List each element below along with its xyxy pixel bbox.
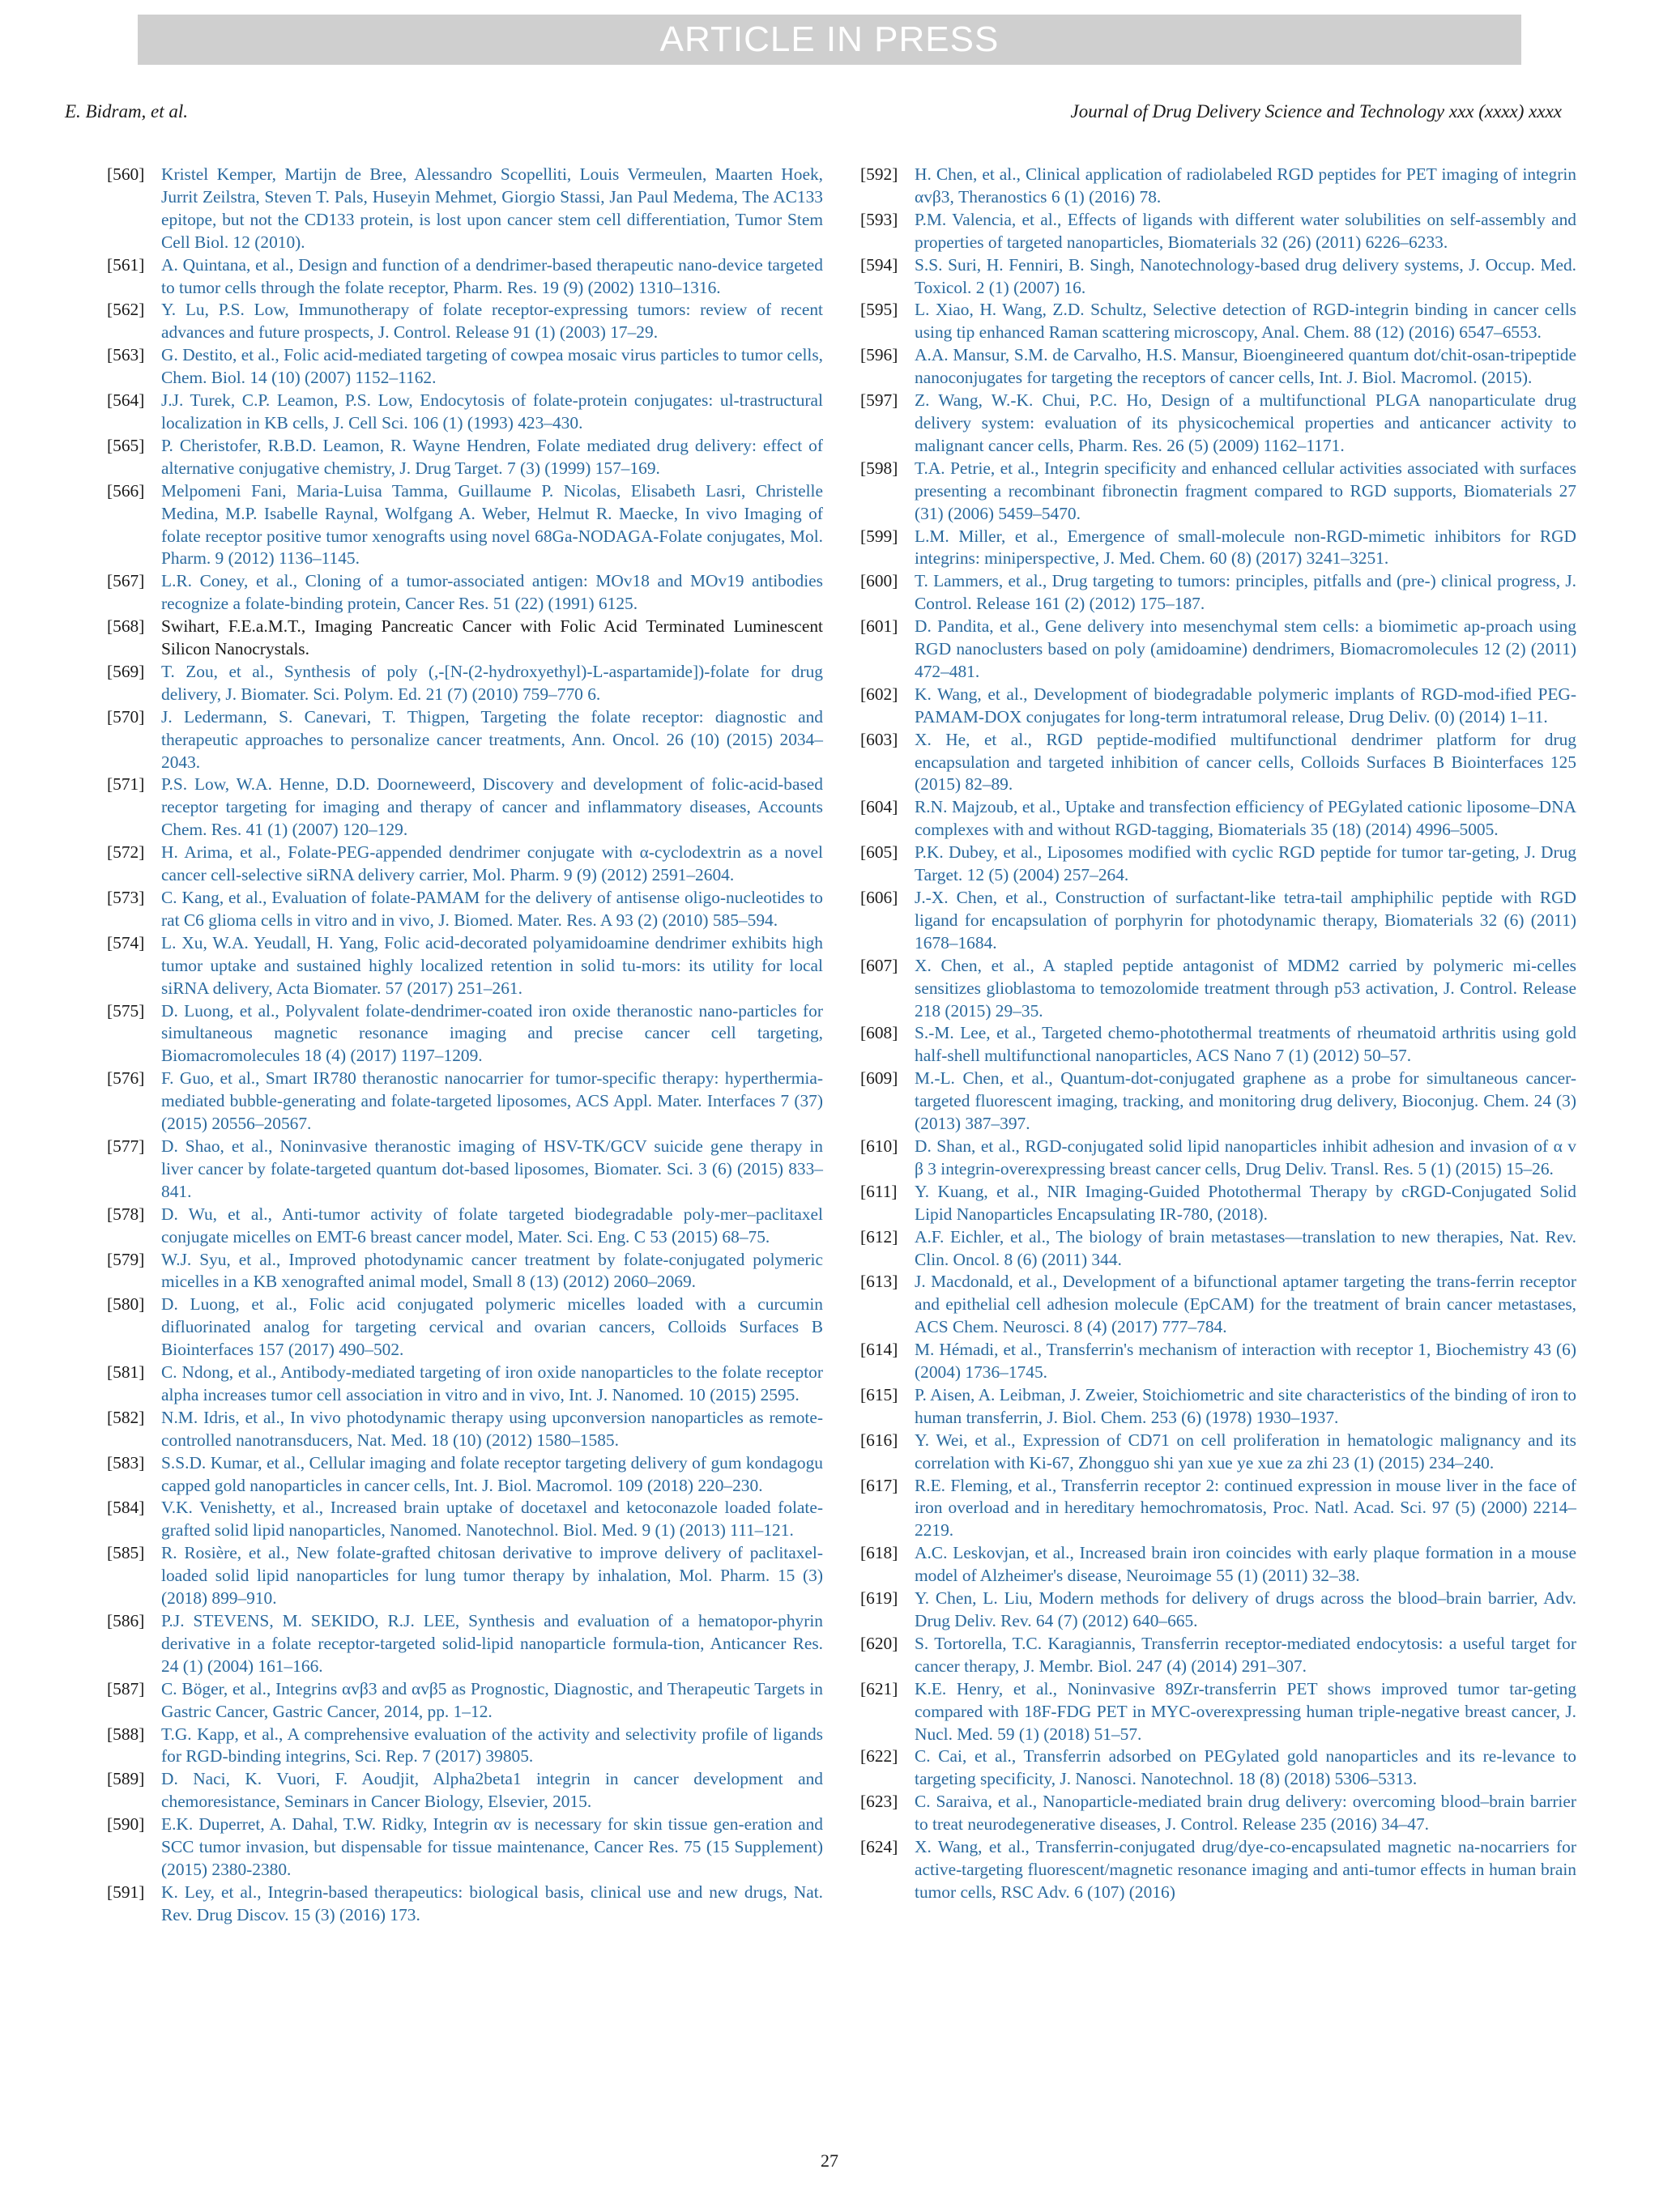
page-number: 27 <box>821 2150 838 2171</box>
reference-link[interactable]: C. Böger, et al., Integrins αvβ3 and αvβ5 as Prognostic, Diagnostic, and Therapeutic Targets in Gastric Cancer, Gastric Cancer, 2014, pp. 1–12. <box>161 1678 823 1721</box>
reference-link[interactable]: S. Tortorella, T.C. Karagiannis, Transferrin receptor-mediated endocytosis: a useful target for cancer therapy, J. Membr. Biol. 247 (4) (2014) 291–307. <box>915 1633 1576 1676</box>
reference-link[interactable]: L. Xiao, H. Wang, Z.D. Schultz, Selective detection of RGD-integrin binding in cancer cells using tip enhanced Raman scattering microscopy, Anal. Chem. 88 (12) (2016) 6547–6553. <box>915 300 1576 343</box>
reference-link[interactable]: P. Cheristofer, R.B.D. Leamon, R. Wayne Hendren, Folate mediated drug delivery: effect of alternative conjugative chemistry, J. Drug Target. 7 (3) (1999) 157–169. <box>161 435 823 478</box>
reference-link[interactable]: L.M. Miller, et al., Emergence of small-molecule non-RGD-mimetic inhibitors for RGD integrins: miniperspective, J. Med. Chem. 60 (8) (2017) 3241–3251. <box>915 526 1576 569</box>
reference-item <box>107 1497 823 1542</box>
reference-item <box>107 1452 823 1498</box>
reference-link[interactable]: Z. Wang, W.-K. Chui, P.C. Ho, Design of a multifunctional PLGA nanoparticulate drug delivery system: evaluation of its physicochemical properties and anticancer activity to malignant cancer cells, Pharm. Res. 26 (5) (2009) 1162–1171. <box>915 390 1576 455</box>
reference-item <box>107 1813 823 1882</box>
reference-item <box>860 164 1576 209</box>
reference-link[interactable]: T. Zou, et al., Synthesis of poly (,-[N-(2-hydroxyethyl)-L-aspartamide])-folate for drug delivery, J. Biomater. Sci. Polym. Ed. 21 (7) (2010) 759–770 6. <box>161 661 823 704</box>
reference-item <box>107 1542 823 1610</box>
reference-item <box>860 1068 1576 1136</box>
reference-item <box>107 661 823 706</box>
reference-item <box>107 1768 823 1813</box>
reference-number: [615] <box>860 1384 898 1404</box>
reference-number: [593] <box>860 209 898 229</box>
reference-number: [604] <box>860 797 898 817</box>
reference-text: Swihart, F.E.a.M.T., Imaging Pancreatic Cancer with Folic Acid Terminated Luminescent Silicon Nanocrystals. <box>161 616 823 659</box>
reference-number: [595] <box>860 300 898 320</box>
reference-link[interactable]: E.K. Duperret, A. Dahal, T.W. Ridky, Integrin αv is necessary for skin tissue gen-eration and SCC tumor invasion, but dispensable for tissue maintenance, Cancer Res. 75 (15 Supplement) (2015) 2380-2380. <box>161 1814 823 1879</box>
reference-item <box>860 526 1576 571</box>
reference-number: [605] <box>860 842 898 863</box>
reference-link[interactable]: T.G. Kapp, et al., A comprehensive evaluation of the activity and selectivity profile of ligands for RGD-binding integrins, Sci. Rep. 7 (2017) 39805. <box>161 1724 823 1767</box>
reference-link[interactable]: L.R. Coney, et al., Cloning of a tumor-associated antigen: MOv18 and MOv19 antibodies recognize a folate-binding protein, Cancer Res. 51 (22) (1991) 6125. <box>161 571 823 614</box>
reference-item <box>107 1068 823 1136</box>
reference-item <box>107 480 823 571</box>
reference-link[interactable]: J.J. Turek, C.P. Leamon, P.S. Low, Endocytosis of folate-protein conjugates: ul-trastructural localization in KB cells, J. Cell Sci. 106 (1) (1993) 423–430. <box>161 390 823 433</box>
header-journal: Journal of Drug Delivery Science and Technology xxx (xxxx) xxxx <box>1070 101 1562 121</box>
reference-number: [618] <box>860 1543 898 1563</box>
reference-number: [577] <box>107 1136 145 1156</box>
reference-item <box>860 729 1576 797</box>
reference-number: [602] <box>860 684 898 704</box>
reference-number: [609] <box>860 1068 898 1089</box>
reference-item <box>860 299 1576 344</box>
reference-number: [565] <box>107 435 145 455</box>
reference-link[interactable]: N.M. Idris, et al., In vivo photodynamic therapy using upconversion nanoparticles as remote-controlled nanotransducers, Nat. Med. 18 (10) (2012) 1580–1585. <box>161 1407 823 1450</box>
reference-item <box>107 1249 823 1294</box>
reference-link[interactable]: F. Guo, et al., Smart IR780 theranostic nanocarrier for tumor-specific therapy: hyperthermia-mediated bubble-generating and folate-targeted liposomes, ACS Appl. Mater. Interfaces 7 (37) (2015) 20556–20567. <box>161 1068 823 1134</box>
reference-link[interactable]: R.N. Majzoub, et al., Uptake and transfection efficiency of PEGylated cationic liposome–DNA complexes with and without RGD-tagging, Biomaterials 35 (18) (2014) 4996–5005. <box>915 797 1576 840</box>
references-right-column <box>860 164 1576 1904</box>
reference-link[interactable]: A. Quintana, et al., Design and function of a dendrimer-based therapeutic nano-device targeted to tumor cells through the folate receptor, Pharm. Res. 19 (9) (2002) 1310–1316. <box>161 254 823 297</box>
reference-number: [623] <box>860 1792 898 1812</box>
reference-number: [617] <box>860 1475 898 1495</box>
reference-item <box>860 1181 1576 1226</box>
reference-link[interactable]: D. Naci, K. Vuori, F. Aoudjit, Alpha2beta1 integrin in cancer development and chemoresistance, Seminars in Cancer Biology, Elsevier, 2015. <box>161 1769 823 1812</box>
reference-link[interactable]: J. Ledermann, S. Canevari, T. Thigpen, Targeting the folate receptor: diagnostic and therapeutic approaches to personalize cancer treatments, Ann. Oncol. 26 (10) (2015) 2034–2043. <box>161 706 823 772</box>
reference-link[interactable]: Melpomeni Fani, Maria-Luisa Tamma, Guillaume P. Nicolas, Elisabeth Lasri, Christelle Medina, M.P. Isabelle Raynal, Wolfgang A. Weber, Helmut R. Maecke, In vivo Imaging of folate receptor positive tumor xenografts using novel 68Ga-NODAGA-Folate conjugates, Mol. Pharm. 9 (2012) 1136–1145. <box>161 480 823 569</box>
reference-link[interactable]: V.K. Venishetty, et al., Increased brain uptake of docetaxel and ketoconazole loaded folate-grafted solid lipid nanoparticles, Nanomed. Nanotechnol. Biol. Med. 9 (1) (2013) 111–121. <box>161 1498 823 1541</box>
reference-item <box>860 887 1576 955</box>
reference-number: [566] <box>107 480 145 501</box>
reference-item <box>860 458 1576 526</box>
reference-number: [582] <box>107 1407 145 1427</box>
reference-number: [563] <box>107 345 145 365</box>
reference-item <box>107 344 823 390</box>
reference-link[interactable]: Y. Chen, L. Liu, Modern methods for delivery of drugs across the blood–brain barrier, Adv. Drug Deliv. Rev. 64 (7) (2012) 640–665. <box>915 1588 1576 1630</box>
reference-link[interactable]: M. Hémadi, et al., Transferrin's mechanism of interaction with receptor 1, Biochemistry 43 (6) (2004) 1736–1745. <box>915 1340 1576 1383</box>
reference-link[interactable]: S.S. Suri, H. Fenniri, B. Singh, Nanotechnology-based drug delivery systems, J. Occup. Med. Toxicol. 2 (1) (2007) 16. <box>915 254 1576 297</box>
reference-link[interactable]: K.E. Henry, et al., Noninvasive 89Zr-transferrin PET shows improved tumor tar-geting compared with 18F-FDG PET in MYC-overexpressing human triple-negative breast cancer, J. Nucl. Med. 59 (1) (2018) 51–57. <box>915 1678 1576 1744</box>
reference-item <box>107 1000 823 1068</box>
reference-item <box>860 344 1576 390</box>
reference-item <box>107 164 823 254</box>
reference-number: [592] <box>860 164 898 184</box>
reference-link[interactable]: D. Luong, et al., Polyvalent folate-dendrimer-coated iron oxide theranostic nano-particles for simultaneous magnetic resonance imaging and precise cancer cell targeting, Biomacromolecules 18 (4) (2017) 1197–1209. <box>161 1000 823 1066</box>
reference-number: [597] <box>860 390 898 411</box>
reference-item <box>860 1542 1576 1588</box>
reference-link[interactable]: H. Chen, et al., Clinical application of radiolabeled RGD peptides for PET imaging of integrin αvβ3, Theranostics 6 (1) (2016) 78. <box>915 164 1576 207</box>
reference-number: [583] <box>107 1452 145 1473</box>
reference-number: [572] <box>107 842 145 863</box>
reference-item <box>860 1633 1576 1678</box>
reference-number: [607] <box>860 955 898 975</box>
reference-number: [588] <box>107 1724 145 1744</box>
reference-item <box>107 616 823 661</box>
reference-link[interactable]: S.S.D. Kumar, et al., Cellular imaging and folate receptor targeting delivery of gum kondagogu capped gold nanoparticles in cancer cells, Int. J. Biol. Macromol. 109 (2018) 220–230. <box>161 1452 823 1495</box>
reference-item <box>107 706 823 774</box>
reference-link[interactable]: Y. Lu, P.S. Low, Immunotherapy of folate receptor-expressing tumors: review of recent advances and future prospects, J. Control. Release 91 (1) (2003) 17–29. <box>161 300 823 343</box>
reference-link[interactable]: Y. Kuang, et al., NIR Imaging-Guided Photothermal Therapy by cRGD-Conjugated Solid Lipid Nanoparticles Encapsulating IR-780, (2018). <box>915 1181 1576 1224</box>
reference-item <box>860 1430 1576 1475</box>
reference-number: [571] <box>107 774 145 795</box>
reference-number: [606] <box>860 888 898 907</box>
reference-link[interactable]: D. Shao, et al., Noninvasive theranostic imaging of HSV-TK/GCV suicide gene therapy in liver cancer by folate-targeted quantum dot-based liposomes, Biomater. Sci. 3 (6) (2015) 833–841. <box>161 1136 823 1201</box>
reference-item <box>860 390 1576 458</box>
reference-item <box>860 1136 1576 1181</box>
references-left-column <box>107 164 823 1927</box>
article-in-press-banner: ARTICLE IN PRESS <box>138 15 1521 65</box>
reference-number: [567] <box>107 571 145 591</box>
reference-item <box>860 209 1576 254</box>
reference-link[interactable]: D. Shan, et al., RGD-conjugated solid lipid nanoparticles inhibit adhesion and invasion of α v β 3 integrin-overexpressing breast cancer cells, Drug Deliv. Transl. Res. 5 (1) (2015) 15–26. <box>915 1136 1576 1178</box>
reference-item <box>860 1836 1576 1904</box>
reference-item <box>107 1407 823 1452</box>
reference-link[interactable]: M.-L. Chen, et al., Quantum-dot-conjugated graphene as a probe for simultaneous cancer-targeted fluorescent imaging, tracking, and monitoring drug delivery, Bioconjug. Chem. 24 (3) (2013) 387–397. <box>915 1068 1576 1134</box>
reference-link[interactable]: P. Aisen, A. Leibman, J. Zweier, Stoichiometric and site characteristics of the binding of iron to human transferrin, J. Biol. Chem. 253 (6) (1978) 1930–1937. <box>915 1384 1576 1427</box>
reference-item <box>860 842 1576 887</box>
reference-number: [561] <box>107 254 145 275</box>
reference-number: [598] <box>860 458 898 478</box>
reference-number: [586] <box>107 1611 145 1630</box>
reference-link[interactable]: Kristel Kemper, Martijn de Bree, Alessandro Scopelliti, Louis Vermeulen, Maarten Hoek, Jurrit Zeilstra, Steven T. Pals, Huseyin Mehmet, Giorgio Stassi, Jan Paul Medema, The AC133 epitope, but not the CD133 protein, is lost upon cancer stem cell differentiation, Tumor Stem Cell Biol. 12 (2010). <box>161 164 823 252</box>
reference-number: [599] <box>860 526 898 546</box>
reference-link[interactable]: X. He, et al., RGD peptide-modified multifunctional dendrimer platform for drug encapsulation and targeted inhibition of cancer cells, Colloids Surfaces B Biointerfaces 125 (2015) 82–89. <box>915 729 1576 795</box>
reference-item <box>860 1588 1576 1633</box>
reference-item <box>860 254 1576 300</box>
reference-item <box>107 1362 823 1407</box>
reference-link[interactable]: S.-M. Lee, et al., Targeted chemo-photothermal treatments of rheumatoid arthritis using gold half-shell multifunctional nanoparticles, ACS Nano 7 (1) (2012) 50–57. <box>915 1023 1576 1066</box>
running-header <box>65 97 1562 126</box>
reference-number: [585] <box>107 1543 145 1563</box>
reference-number: [560] <box>107 164 145 184</box>
reference-link[interactable]: R.E. Fleming, et al., Transferrin receptor 2: continued expression in mouse liver in the face of iron overload and in hereditary hemochromatosis, Proc. Natl. Acad. Sci. 97 (5) (2000) 2214–2219. <box>915 1475 1576 1541</box>
reference-link[interactable]: L. Xu, W.A. Yeudall, H. Yang, Folic acid-decorated polyamidoamine dendrimer exhibits high tumor uptake and sustained highly localized retention in solid tu-mors: its utility for local siRNA delivery, Acta Biomater. 57 (2017) 251–261. <box>161 932 823 998</box>
reference-number: [620] <box>860 1633 898 1653</box>
reference-link[interactable]: G. Destito, et al., Folic acid-mediated targeting of cowpea mosaic virus particles to tumor cells, Chem. Biol. 14 (10) (2007) 1152–1162. <box>161 345 823 388</box>
reference-number: [601] <box>860 616 898 637</box>
reference-number: [584] <box>107 1498 145 1518</box>
reference-link[interactable]: P.M. Valencia, et al., Effects of ligands with different water solubilities on self-assembly and properties of targeted nanoparticles, Biomaterials 32 (26) (2011) 6226–6233. <box>915 209 1576 252</box>
reference-link[interactable]: A.A. Mansur, S.M. de Carvalho, H.S. Mansur, Bioengineered quantum dot/chit-osan-tripeptide nanoconjugates for targeting the receptors of cancer cells, Int. J. Biol. Macromol. (2015). <box>915 345 1576 388</box>
reference-link[interactable]: H. Arima, et al., Folate-PEG-appended dendrimer conjugate with α-cyclodextrin as a novel cancer cell-selective siRNA delivery carrier, Mol. Pharm. 9 (9) (2012) 2591–2604. <box>161 842 823 885</box>
reference-number: [587] <box>107 1678 145 1698</box>
reference-link[interactable]: K. Wang, et al., Development of biodegradable polymeric implants of RGD-mod-ified PEG-PAMAM-DOX conjugates for long-term intratumoral release, Drug Deliv. (0) (2014) 1–11. <box>915 684 1576 727</box>
reference-item <box>107 254 823 300</box>
reference-link[interactable]: D. Wu, et al., Anti-tumor activity of folate targeted biodegradable poly-mer–paclitaxel conjugate micelles on EMT-6 breast cancer model, Mater. Sci. Eng. C 53 (2015) 68–75. <box>161 1204 823 1247</box>
reference-number: [624] <box>860 1837 898 1857</box>
reference-item <box>107 842 823 887</box>
reference-number: [603] <box>860 729 898 749</box>
reference-link[interactable]: C. Kang, et al., Evaluation of folate-PAMAM for the delivery of antisense oligo-nucleotides to rat C6 glioma cells in vitro and in vivo, J. Biomed. Mater. Res. A 93 (2) (2010) 585–594. <box>161 888 823 930</box>
reference-link[interactable]: D. Pandita, et al., Gene delivery into mesenchymal stem cells: a biomimetic ap-proach using RGD nanoclusters based on poly (amidoamine) dendrimers, Biomacromolecules 12 (2) (2011) 472–481. <box>915 616 1576 681</box>
reference-number: [611] <box>860 1181 898 1201</box>
reference-number: [616] <box>860 1430 898 1450</box>
reference-item <box>860 796 1576 842</box>
reference-number: [575] <box>107 1000 145 1021</box>
reference-number: [564] <box>107 390 145 411</box>
reference-number: [614] <box>860 1340 898 1360</box>
reference-number: [573] <box>107 888 145 907</box>
header-authors: E. Bidram, et al. <box>65 101 189 121</box>
reference-link[interactable]: T.A. Petrie, et al., Integrin specificity and enhanced cellular activities associated with surfaces presenting a recombinant fibronectin fragment compared to RGD supports, Biomaterials 27 (31) (2006) 5459–5470. <box>915 458 1576 523</box>
reference-item <box>107 1882 823 1927</box>
reference-item <box>107 299 823 344</box>
reference-item <box>107 1678 823 1724</box>
reference-item <box>860 955 1576 1023</box>
reference-link[interactable]: X. Wang, et al., Transferrin-conjugated drug/dye-co-encapsulated magnetic na-nocarriers for active-targeting fluorescent/magnetic resonance imaging and anti-tumor effects in human brain tumor cells, RSC Adv. 6 (107) (2016) <box>915 1837 1576 1902</box>
reference-item <box>860 1339 1576 1384</box>
reference-link[interactable]: J. Macdonald, et al., Development of a bifunctional aptamer targeting the trans-ferrin receptor and epithelial cell adhesion molecule (EpCAM) for the treatment of brain cancer metastases, ACS Chem. Neurosci. 8 (4) (2017) 777–784. <box>915 1272 1576 1337</box>
reference-item <box>107 435 823 480</box>
reference-link[interactable]: K. Ley, et al., Integrin-based therapeutics: biological basis, clinical use and new drugs, Nat. Rev. Drug Discov. 15 (3) (2016) 173. <box>161 1882 823 1924</box>
reference-item <box>860 1384 1576 1430</box>
reference-link[interactable]: J.-X. Chen, et al., Construction of surfactant-like tetra-tail amphiphilic peptide with RGD ligand for encapsulation of porphyrin for photodynamic therapy, Biomaterials 32 (6) (2011) 1678–1684. <box>915 888 1576 953</box>
reference-link[interactable]: C. Cai, et al., Transferrin adsorbed on PEGylated gold nanoparticles and its re-levance to targeting specificity, J. Nanosci. Nanotechnol. 18 (8) (2018) 5306–5313. <box>915 1746 1576 1789</box>
reference-item <box>860 1271 1576 1339</box>
reference-number: [622] <box>860 1746 898 1767</box>
reference-number: [590] <box>107 1814 145 1835</box>
reference-link[interactable]: P.K. Dubey, et al., Liposomes modified with cyclic RGD peptide for tumor tar-geting, J. Drug Target. 12 (5) (2004) 257–264. <box>915 842 1576 885</box>
reference-number: [569] <box>107 661 145 681</box>
reference-item <box>860 1022 1576 1068</box>
reference-number: [596] <box>860 345 898 365</box>
reference-number: [570] <box>107 706 145 727</box>
reference-link[interactable]: A.F. Eichler, et al., The biology of brain metastases—translation to new therapies, Nat. Rev. Clin. Oncol. 8 (6) (2011) 344. <box>915 1226 1576 1269</box>
reference-item <box>860 616 1576 684</box>
reference-item <box>107 1610 823 1678</box>
reference-link[interactable]: Y. Wei, et al., Expression of CD71 on cell proliferation in hematologic malignancy and its correlation with Ki-67, Zhongguo shi yan xue ye xue za zhi 23 (1) (2015) 234–240. <box>915 1430 1576 1473</box>
reference-number: [581] <box>107 1362 145 1383</box>
reference-item <box>860 1678 1576 1746</box>
reference-item <box>107 1204 823 1249</box>
reference-item <box>860 1791 1576 1836</box>
reference-number: [619] <box>860 1588 898 1609</box>
reference-number: [613] <box>860 1272 898 1292</box>
reference-link[interactable]: T. Lammers, et al., Drug targeting to tumors: principles, pitfalls and (pre-) clinical progress, J. Control. Release 161 (2) (2012) 175–187. <box>915 571 1576 614</box>
reference-item <box>107 1294 823 1362</box>
reference-link[interactable]: A.C. Leskovjan, et al., Increased brain iron coincides with early plaque formation in a mouse model of Alzheimer's disease, Neuroimage 55 (1) (2011) 32–38. <box>915 1543 1576 1586</box>
reference-number: [576] <box>107 1068 145 1089</box>
reference-number: [621] <box>860 1678 898 1698</box>
reference-item <box>107 774 823 842</box>
reference-item <box>107 1136 823 1204</box>
reference-link[interactable]: R. Rosière, et al., New folate-grafted chitosan derivative to improve delivery of paclitaxel-loaded solid lipid nanoparticles for lung tumor therapy by inhalation, Mol. Pharm. 15 (3) (2018) 899–910. <box>161 1543 823 1609</box>
reference-number: [600] <box>860 571 898 591</box>
reference-item <box>860 1226 1576 1272</box>
reference-number: [591] <box>107 1882 145 1902</box>
reference-number: [579] <box>107 1249 145 1269</box>
reference-number: [580] <box>107 1294 145 1315</box>
reference-number: [610] <box>860 1136 898 1156</box>
reference-link[interactable]: C. Ndong, et al., Antibody-mediated targeting of iron oxide nanoparticles to the folate receptor alpha increases tumor cell association in vitro and in vivo, Int. J. Nanomed. 10 (2015) 2595. <box>161 1362 823 1404</box>
reference-number: [574] <box>107 932 145 953</box>
reference-number: [608] <box>860 1023 898 1043</box>
reference-link[interactable]: W.J. Syu, et al., Improved photodynamic cancer treatment by folate-conjugated polymeric micelles in a KB xenografted animal model, Small 8 (13) (2012) 2060–2069. <box>161 1249 823 1292</box>
reference-number: [589] <box>107 1769 145 1789</box>
reference-item <box>107 1724 823 1769</box>
reference-link[interactable]: P.J. STEVENS, M. SEKIDO, R.J. LEE, Synthesis and evaluation of a hematopor-phyrin derivative in a folate receptor-targeted solid-lipid nanoparticle formula-tion, Anticancer Res. 24 (1) (2004) 161–166. <box>161 1611 823 1676</box>
reference-item <box>107 932 823 1000</box>
reference-item <box>860 684 1576 729</box>
reference-link[interactable]: C. Saraiva, et al., Nanoparticle-mediated brain drug delivery: overcoming blood–brain barrier to treat neurodegenerative diseases, J. Control. Release 235 (2016) 34–47. <box>915 1792 1576 1835</box>
reference-link[interactable]: X. Chen, et al., A stapled peptide antagonist of MDM2 carried by polymeric mi-celles sensitizes glioblastoma to temozolomide treatment through p53 activation, J. Control. Release 218 (2015) 29–35. <box>915 955 1576 1021</box>
reference-item <box>860 570 1576 616</box>
reference-number: [578] <box>107 1204 145 1224</box>
reference-item <box>860 1745 1576 1791</box>
reference-number: [594] <box>860 254 898 275</box>
reference-item <box>107 570 823 616</box>
reference-number: [562] <box>107 300 145 320</box>
reference-link[interactable]: P.S. Low, W.A. Henne, D.D. Doorneweerd, Discovery and development of folic-acid-based receptor targeting for imaging and therapy of cancer and inflammatory diseases, Accounts Chem. Res. 41 (1) (2007) 120–129. <box>161 774 823 840</box>
reference-number: [612] <box>860 1226 898 1247</box>
reference-item <box>107 887 823 932</box>
reference-number: [568] <box>107 616 145 637</box>
reference-item <box>860 1475 1576 1543</box>
reference-link[interactable]: D. Luong, et al., Folic acid conjugated polymeric micelles loaded with a curcumin difluorinated analog for targeting cervical and ovarian cancers, Colloids Surfaces B Biointerfaces 157 (2017) 490–502. <box>161 1294 823 1360</box>
reference-item <box>107 390 823 435</box>
